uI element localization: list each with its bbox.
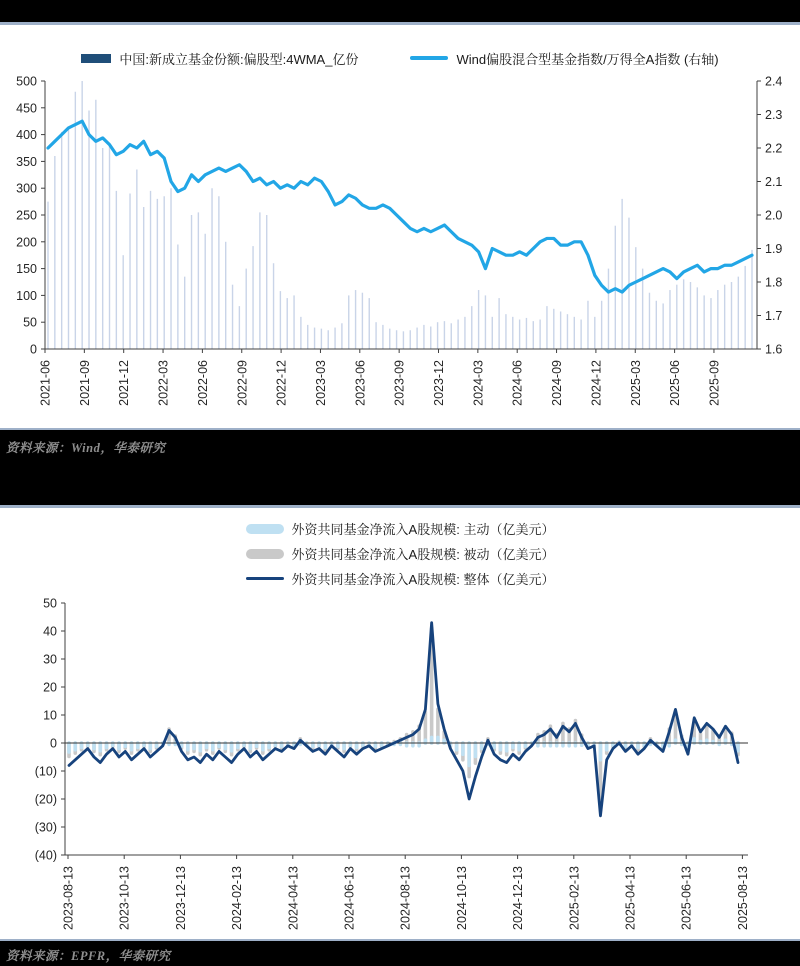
svg-text:2024-03: 2024-03 xyxy=(471,359,486,406)
legend-item-issuance xyxy=(81,49,358,68)
svg-text:(40): (40) xyxy=(34,848,57,863)
svg-text:40: 40 xyxy=(43,624,57,639)
svg-text:2023-12: 2023-12 xyxy=(432,360,446,406)
svg-text:30: 30 xyxy=(43,652,57,667)
figure1-source: 资料来源：Wind，华泰研究 xyxy=(6,441,166,455)
legend-item-active xyxy=(246,516,555,541)
svg-text:2025-02-13: 2025-02-13 xyxy=(567,866,582,930)
svg-text:2024-09: 2024-09 xyxy=(550,360,565,406)
fund-issuance-chart xyxy=(0,69,800,425)
svg-text:2022-06: 2022-06 xyxy=(195,360,210,406)
svg-text:2022-12: 2022-12 xyxy=(274,360,289,406)
y-axis-labels xyxy=(35,597,65,863)
foreign-flows-chart xyxy=(0,591,800,935)
svg-text:2023-08-13: 2023-08-13 xyxy=(61,866,76,930)
svg-text:2025-04-13: 2025-04-13 xyxy=(623,866,638,930)
legend-label: 中国:新成立基金份额:偏股型:4WMA_亿份 xyxy=(119,51,359,67)
svg-text:0: 0 xyxy=(50,736,57,751)
x-axis-labels xyxy=(62,855,750,930)
line-swatch-icon xyxy=(410,56,448,60)
svg-text:2024-12-13: 2024-12-13 xyxy=(511,866,526,930)
svg-text:400: 400 xyxy=(16,128,37,143)
axes xyxy=(45,81,757,349)
svg-text:100: 100 xyxy=(16,288,37,303)
svg-text:2021-12: 2021-12 xyxy=(117,360,132,406)
legend-label: 外资共同基金净流入A股规模: 主动（亿美元） xyxy=(291,522,555,537)
svg-text:2025-06-13: 2025-06-13 xyxy=(679,866,694,930)
svg-text:(30): (30) xyxy=(34,820,57,835)
svg-text:350: 350 xyxy=(16,154,37,169)
total-line xyxy=(69,623,738,816)
legend-label: 外资共同基金净流入A股规模: 整体（亿美元） xyxy=(291,572,555,587)
issuance-bars xyxy=(48,81,752,349)
svg-text:2.3: 2.3 xyxy=(765,108,783,122)
svg-text:150: 150 xyxy=(16,262,37,277)
svg-text:250: 250 xyxy=(16,208,37,223)
svg-text:2.0: 2.0 xyxy=(765,208,783,223)
svg-text:450: 450 xyxy=(16,101,37,116)
svg-text:2022-03: 2022-03 xyxy=(156,360,171,406)
svg-text:50: 50 xyxy=(43,596,57,611)
active-bar-swatch-icon xyxy=(246,524,284,534)
total-line-swatch-icon xyxy=(246,577,284,581)
svg-text:1.8: 1.8 xyxy=(765,275,783,290)
svg-text:2023-06: 2023-06 xyxy=(353,360,368,406)
svg-text:500: 500 xyxy=(16,74,37,89)
svg-text:2025-08-13: 2025-08-13 xyxy=(735,866,750,930)
svg-text:2025-03: 2025-03 xyxy=(628,360,643,406)
svg-text:2024-02-13: 2024-02-13 xyxy=(230,866,245,930)
svg-text:2025-06: 2025-06 xyxy=(668,360,683,406)
svg-text:2024-04-13: 2024-04-13 xyxy=(286,866,301,930)
figure2-source: 资料来源：EPFR，华泰研究 xyxy=(6,949,171,963)
svg-text:1.9: 1.9 xyxy=(765,242,783,256)
svg-text:1.7: 1.7 xyxy=(765,309,783,323)
top-margin xyxy=(0,0,800,22)
legend-item-total xyxy=(246,566,555,591)
svg-text:2.4: 2.4 xyxy=(765,74,783,89)
legend-label: 外资共同基金净流入A股规模: 被动（亿美元） xyxy=(291,547,555,562)
svg-text:2022-09: 2022-09 xyxy=(235,360,250,406)
passive-bars xyxy=(69,628,738,799)
svg-text:2021-06: 2021-06 xyxy=(38,360,53,406)
svg-text:2023-09: 2023-09 xyxy=(392,360,407,406)
svg-text:2021-09: 2021-09 xyxy=(77,360,92,406)
index-ratio-line xyxy=(48,121,752,292)
bar-swatch-icon xyxy=(81,54,111,63)
svg-text:2025-09: 2025-09 xyxy=(707,360,722,406)
svg-text:10: 10 xyxy=(43,708,57,723)
passive-bar-swatch-icon xyxy=(246,549,284,559)
figure2-caption-band xyxy=(0,941,800,966)
svg-text:2023-10-13: 2023-10-13 xyxy=(117,866,132,930)
figure2-legend xyxy=(0,508,800,591)
svg-text:20: 20 xyxy=(43,680,57,695)
legend-item-passive xyxy=(246,541,555,566)
svg-text:2023-03: 2023-03 xyxy=(313,360,328,406)
y-axis-left-labels xyxy=(16,75,45,357)
svg-text:2.1: 2.1 xyxy=(765,175,783,189)
svg-text:2024-06-13: 2024-06-13 xyxy=(342,866,357,930)
x-axis-labels xyxy=(39,349,722,406)
svg-text:2024-06: 2024-06 xyxy=(510,360,525,406)
y-axis-right-labels xyxy=(757,75,782,357)
legend-label: Wind偏股混合型基金指数/万得全A指数 (右轴) xyxy=(456,51,719,67)
svg-text:(20): (20) xyxy=(34,792,57,807)
figure1-caption-band xyxy=(0,430,800,505)
figure2-card xyxy=(0,505,800,941)
svg-text:2023-12-13: 2023-12-13 xyxy=(173,866,188,930)
legend-item-index-ratio xyxy=(410,49,718,68)
svg-text:1.6: 1.6 xyxy=(765,342,783,357)
figure1-legend xyxy=(0,25,800,69)
svg-text:0: 0 xyxy=(30,342,37,357)
svg-text:2024-12: 2024-12 xyxy=(589,360,604,406)
svg-text:2.2: 2.2 xyxy=(765,141,783,156)
svg-text:(10): (10) xyxy=(34,764,57,779)
svg-text:2024-08-13: 2024-08-13 xyxy=(398,866,413,930)
svg-text:200: 200 xyxy=(16,235,37,250)
svg-text:50: 50 xyxy=(23,315,37,330)
svg-text:300: 300 xyxy=(16,181,37,196)
figure1-card xyxy=(0,22,800,430)
svg-text:2024-10-13: 2024-10-13 xyxy=(454,866,469,930)
